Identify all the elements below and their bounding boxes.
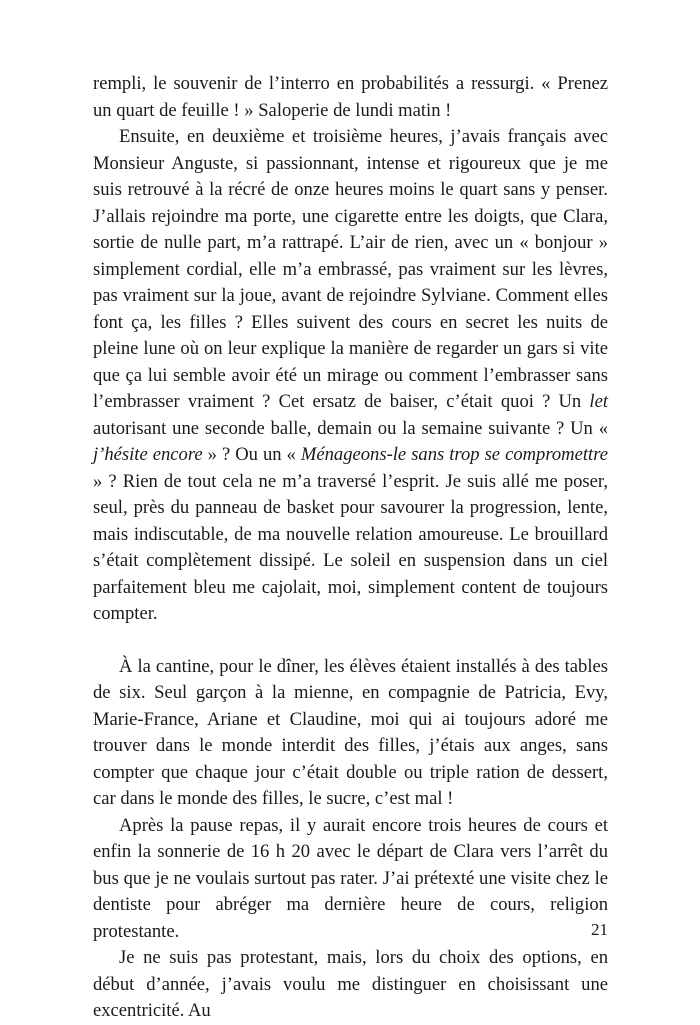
paragraph — [93, 124, 608, 628]
text-run: rempli, le souvenir de l’interro en probabilités a ressurgi. « Prenez un quart de feuille ! » Saloperie de lundi matin ! — [93, 73, 608, 121]
text-run: » ? Rien de tout cela ne m’a traversé l’esprit. Je suis allé me poser, seul, près du panneau de basket pour savourer la progression, lente, mais indiscutable, de ma nouvelle relation amoureuse. Le brouillard s’était complètement dissipé. Le soleil en suspension dans un ciel parfaitement bleu me cajolait, moi, simplement content de toujours compter. — [93, 470, 608, 624]
page-number: 21 — [591, 920, 608, 939]
text-run: Après la pause repas, il y aurait encore trois heures de cours et enfin la sonnerie de 16 h 20 avec le départ de Clara vers l’arrêt du bus que je ne voulais surtout pas rater. J’ai prétexté une visite chez le dentiste pour abréger ma dernière heure de cours, religion protestante. — [93, 814, 608, 942]
paragraph — [93, 813, 608, 946]
paragraph — [93, 71, 608, 124]
text-run: autorisant une seconde balle, demain ou la semaine suivante ? Un « — [93, 417, 608, 439]
paragraph — [93, 945, 608, 1025]
body-text — [93, 71, 608, 1025]
text-run: Ensuite, en deuxième et troisième heures, j’avais français avec Monsieur Anguste, si passionnant, intense et rigoureux que je me suis retrouvé à la récré de onze heures moins le quart sans y penser. J’allais rejoindre ma porte, une cigarette entre les doigts, que Clara, sortie de nulle part, m’a rattrapé. L’air de rien, avec un « bonjour » simplement cordial, elle m’a embrassé, pas vraiment sur les lèvres, pas vraiment sur la joue, avant de rejoindre Sylviane. Comment elles font ça, les filles ? Elles suivent des cours en secret les nuits de pleine lune où on leur explique la manière de regarder un gars si vite que ça lui semble avoir été un mirage ou comment l’embrasser sans l’embrasser vraiment ? Cet ersatz de baiser, c’était quoi ? Un — [93, 126, 608, 412]
text-run: Je ne suis pas protestant, mais, lors du choix des options, en début d’année, j’avais voulu me distinguer en choisissant une excentricité. Au — [93, 947, 608, 1021]
text-run: » ? Ou un « — [202, 444, 301, 465]
text-run: À la cantine, pour le dîner, les élèves étaient installés à des tables de six. Seul garçon à la mienne, en compagnie de Patricia, Evy, Marie-France, Ariane et Claudine, moi qui ai toujours adoré me trouver dans le monde interdit des filles, j’étais aux anges, sans compter que chaque jour c’était double ou triple ration de dessert, car dans le monde des filles, le sucre, c’est mal ! — [93, 655, 608, 809]
italic-text: let — [589, 391, 608, 412]
paragraph — [93, 654, 608, 813]
italic-text: j’hésite encore — [93, 444, 203, 465]
italic-text: Ménageons-le sans trop se compromettre — [300, 444, 608, 465]
